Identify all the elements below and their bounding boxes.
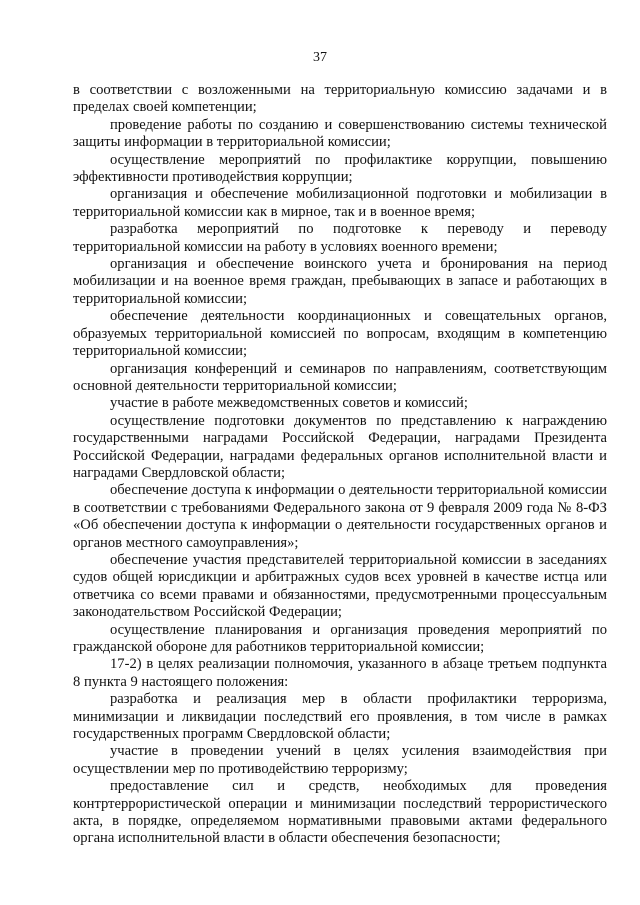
paragraph: предоставление сил и средств, необходимых для проведения контртеррористической операции и минимизации последствий террористического акта, в порядке, определяемом нормативными правовыми актами федерального органа исполнительной власти в области обеспечения безопасности; [73, 778, 607, 847]
page-number: 37 [313, 50, 327, 65]
paragraph: разработка и реализация мер в области профилактики терроризма, минимизации и ликвидации последствий его проявления, в том числе в рамках государственных программ Свердловской области; [73, 691, 607, 743]
paragraph: организация конференций и семинаров по направлениям, соответствующим основной деятельности территориальной комиссии; [73, 360, 607, 394]
paragraph: осуществление мероприятий по профилактике коррупции, повышению эффективности противодействия коррупции; [73, 151, 607, 186]
paragraph: организация и обеспечение воинского учета и бронирования на период мобилизации и на военное время граждан, пребывающих в запасе и работающих в территориальной комиссии; [73, 256, 607, 307]
document-body [73, 82, 607, 848]
paragraph: обеспечение доступа к информации о деятельности территориальной комиссии в соответствии с требованиями Федерального закона от 9 февраля 2009 года № 8-ФЗ «Об обеспечении доступа к информации о деятельности государственных органов и органов местного самоуправления»; [73, 482, 607, 551]
paragraph: проведение работы по созданию и совершенствованию системы технической защиты информации в территориальной комиссии; [73, 116, 607, 151]
paragraph: участие в проведении учений в целях усиления взаимодействия при осуществлении мер по противодействию терроризму; [73, 743, 607, 777]
paragraph: участие в работе межведомственных советов и комиссий; [110, 395, 468, 412]
paragraph: осуществление планирования и организация проведения мероприятий по гражданской обороне для работников территориальной комиссии; [73, 621, 607, 655]
paragraph: 17-2) в целях реализации полномочия, указанного в абзаце третьем подпункта 8 пункта 9 настоящего положения: [73, 656, 607, 690]
paragraph: разработка мероприятий по подготовке к переводу и переводу территориальной комиссии на работу в условиях военного времени; [73, 221, 607, 255]
paragraph: в соответствии с возложенными на территориальную комиссию задачами и в пределах своей компетенции; [73, 82, 607, 116]
paragraph: обеспечение деятельности координационных и совещательных органов, образуемых территориальной комиссией по вопросам, входящим в компетенцию территориальной комиссии; [73, 308, 607, 360]
paragraph: осуществление подготовки документов по представлению к награждению государственными наградами Российской Федерации, наградами Президента Российской Федерации, наградами федеральных органов исполнительной власти и наградами Свердловской области; [73, 412, 607, 481]
paragraph: организация и обеспечение мобилизационной подготовки и мобилизации в территориальной комиссии как в мирное, так и в военное время; [73, 186, 607, 220]
paragraph: обеспечение участия представителей территориальной комиссии в заседаниях судов общей юрисдикции и арбитражных судов всех уровней в качестве истца или ответчика со всеми правами и обязанностями, предусмотренными процессуальным законодательством Российской Федерации; [73, 551, 607, 621]
